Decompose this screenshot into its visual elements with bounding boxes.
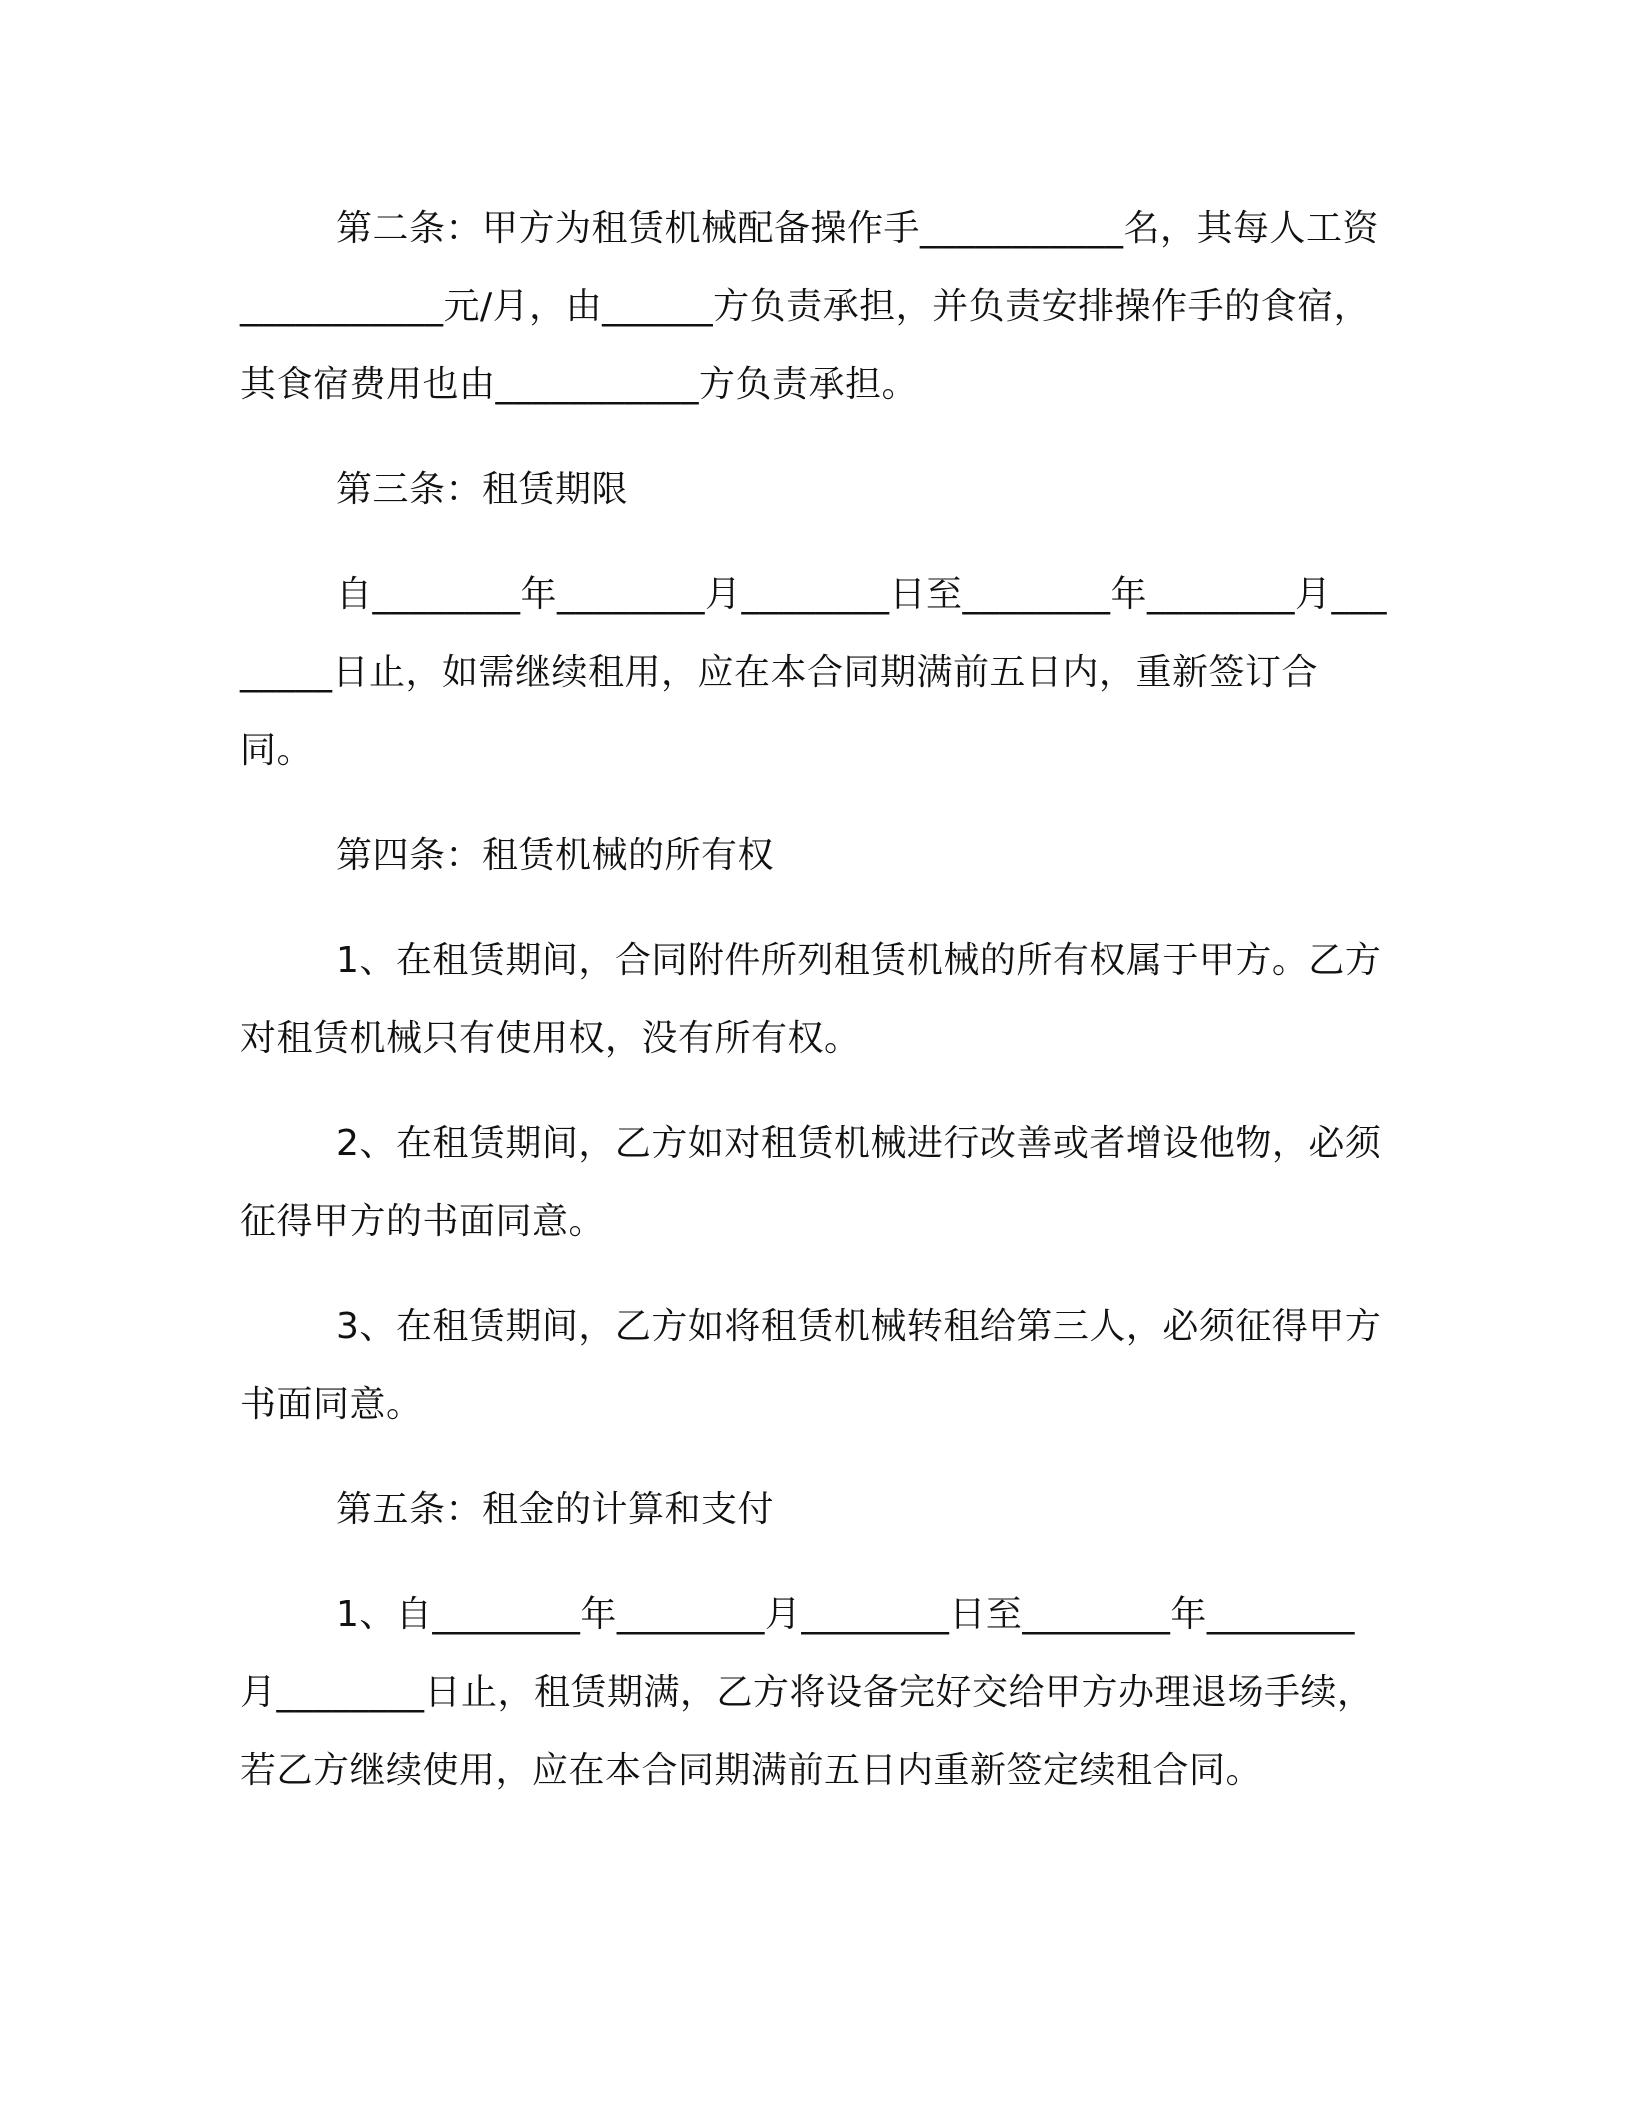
document-body <box>240 190 1390 1837</box>
article-5-heading: 第五条：租金的计算和支付 <box>336 1489 775 1530</box>
article-2-paragraph: 第二条：甲方为租赁机械配备操作手___________名，其每人工资___________元/月，由______方负责承担，并负责安排操作手的食宿，其食宿费用也由___________方负责承担。 <box>240 208 1380 405</box>
article-3-heading: 第三条：租赁期限 <box>336 469 629 510</box>
ownership-clause-2: 2、在租赁期间，乙方如对租赁机械进行改善或者增设他物，必须征得甲方的书面同意。 <box>240 1123 1382 1242</box>
rent-clause-1: 1、自________年________月________日至________年________月________日止，租赁期满，乙方将设备完好交给甲方办理退场手续，若乙方继续使用，应在本合同期满前五日内重新签定续租合同。 <box>240 1594 1374 1791</box>
ownership-clause-3: 3、在租赁期间，乙方如将租赁机械转租给第三人，必须征得甲方书面同意。 <box>240 1306 1382 1425</box>
lease-term-paragraph: 自________年________月________日至________年________月________日止，如需继续租用，应在本合同期满前五日内，重新签订合同。 <box>240 574 1388 771</box>
ownership-clause-1: 1、在租赁期间，合同附件所列租赁机械的所有权属于甲方。乙方对租赁机械只有使用权，没有所有权。 <box>240 940 1382 1059</box>
article-4-heading: 第四条：租赁机械的所有权 <box>336 835 775 876</box>
